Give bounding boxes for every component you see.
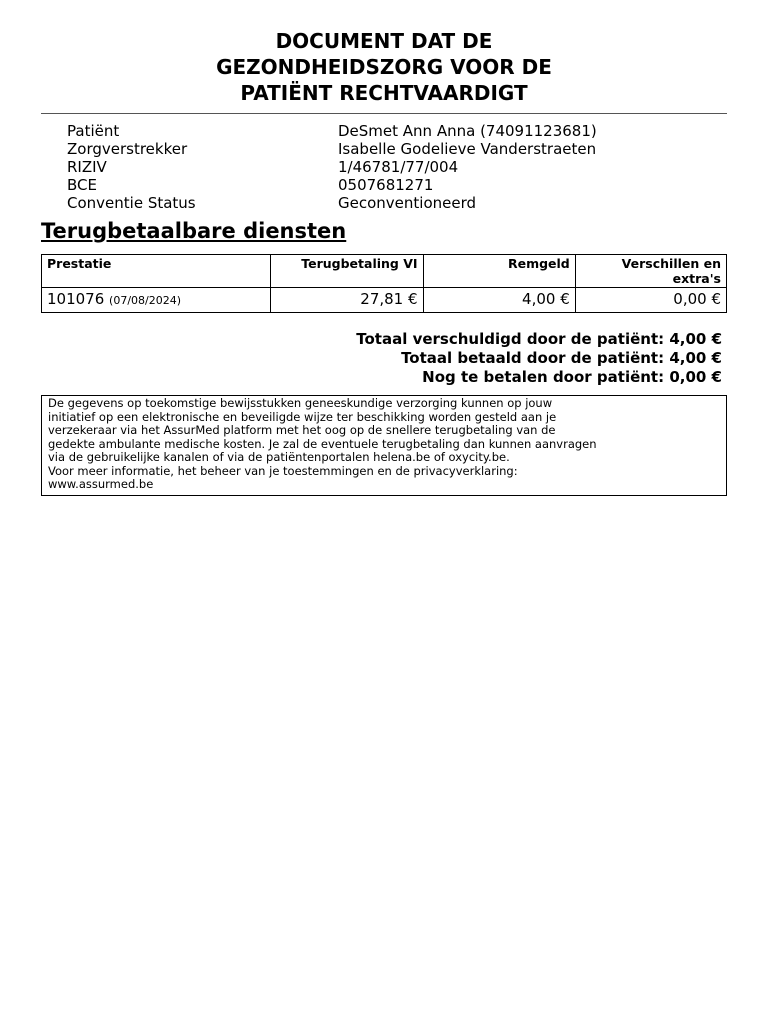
total-betaald: Totaal betaald door de patiënt: 4,00 € xyxy=(401,349,722,367)
totals-block xyxy=(356,330,722,387)
document-title-line-3: PATIËNT RECHTVAARDIGT xyxy=(240,81,528,105)
notice-line-4: gedekte ambulante medische kosten. Je zal de eventuele terugbetaling dan kunnen aanvragen xyxy=(48,436,597,451)
info-value-patient: DeSmet Ann Anna (74091123681) xyxy=(338,122,597,140)
document-title-line-1: DOCUMENT DAT DE xyxy=(275,29,493,53)
notice-box xyxy=(41,395,727,496)
cell-remgeld: 4,00 € xyxy=(423,288,575,313)
info-label-patient: Patiënt xyxy=(67,122,120,140)
notice-line-3: verzekeraar via het AssurMed platform met het oog op de snellere terugbetaling van de xyxy=(48,423,556,437)
info-value-bce: 0507681271 xyxy=(338,176,434,194)
info-row-zorgverstrekker xyxy=(67,140,597,158)
info-value-zorgverstrekker: Isabelle Godelieve Vanderstraeten xyxy=(338,140,597,158)
info-label-conventie: Conventie Status xyxy=(67,194,196,212)
table-row xyxy=(42,288,727,313)
notice-link: www.assurmed.be xyxy=(48,477,154,491)
info-label-bce: BCE xyxy=(67,176,97,194)
info-block xyxy=(67,122,597,212)
info-row-patient xyxy=(67,122,597,140)
cell-verschillen: 0,00 € xyxy=(575,288,726,313)
total-verschuldigd: Totaal verschuldigd door de patiënt: 4,00 € xyxy=(356,330,722,348)
header-terugbetaling: Terugbetaling VI xyxy=(271,255,423,288)
info-label-zorgverstrekker: Zorgverstrekker xyxy=(67,140,188,158)
title-divider xyxy=(41,113,727,114)
prestatie-date: (07/08/2024) xyxy=(109,294,182,307)
prestatie-code: 101076 xyxy=(47,290,105,308)
info-row-conventie xyxy=(67,194,597,212)
notice-line-5: via de gebruikelijke kanalen of via de patiëntenportalen helena.be of oxycity.be. xyxy=(48,450,510,464)
cell-terugbetaling: 27,81 € xyxy=(271,288,423,313)
info-value-riziv: 1/46781/77/004 xyxy=(338,158,459,176)
info-row-bce xyxy=(67,176,597,194)
document-title xyxy=(0,28,768,106)
notice-line-1: De gegevens op toekomstige bewijsstukken geneeskundige verzorging kunnen op jouw xyxy=(48,396,553,410)
services-header-row xyxy=(42,255,727,288)
info-value-conventie: Geconventioneerd xyxy=(338,194,477,212)
info-label-riziv: RIZIV xyxy=(67,158,107,176)
header-verschillen: Verschillen en extra's xyxy=(575,255,726,288)
services-table xyxy=(41,254,727,313)
total-te-betalen: Nog te betalen door patiënt: 0,00 € xyxy=(422,368,722,386)
cell-prestatie xyxy=(42,288,271,313)
notice-line-2: initiatief op een elektronische en beveiligde wijze ter beschikking worden gesteld aan je xyxy=(48,409,557,424)
header-remgeld: Remgeld xyxy=(423,255,575,288)
info-row-riziv xyxy=(67,158,597,176)
document-title-line-2: GEZONDHEIDSZORG VOOR DE xyxy=(216,55,552,79)
services-section-title: Terugbetaalbare diensten xyxy=(41,219,347,243)
notice-line-6: Voor meer informatie, het beheer van je toestemmingen en de privacyverklaring: xyxy=(48,463,518,478)
header-prestatie: Prestatie xyxy=(42,255,271,288)
